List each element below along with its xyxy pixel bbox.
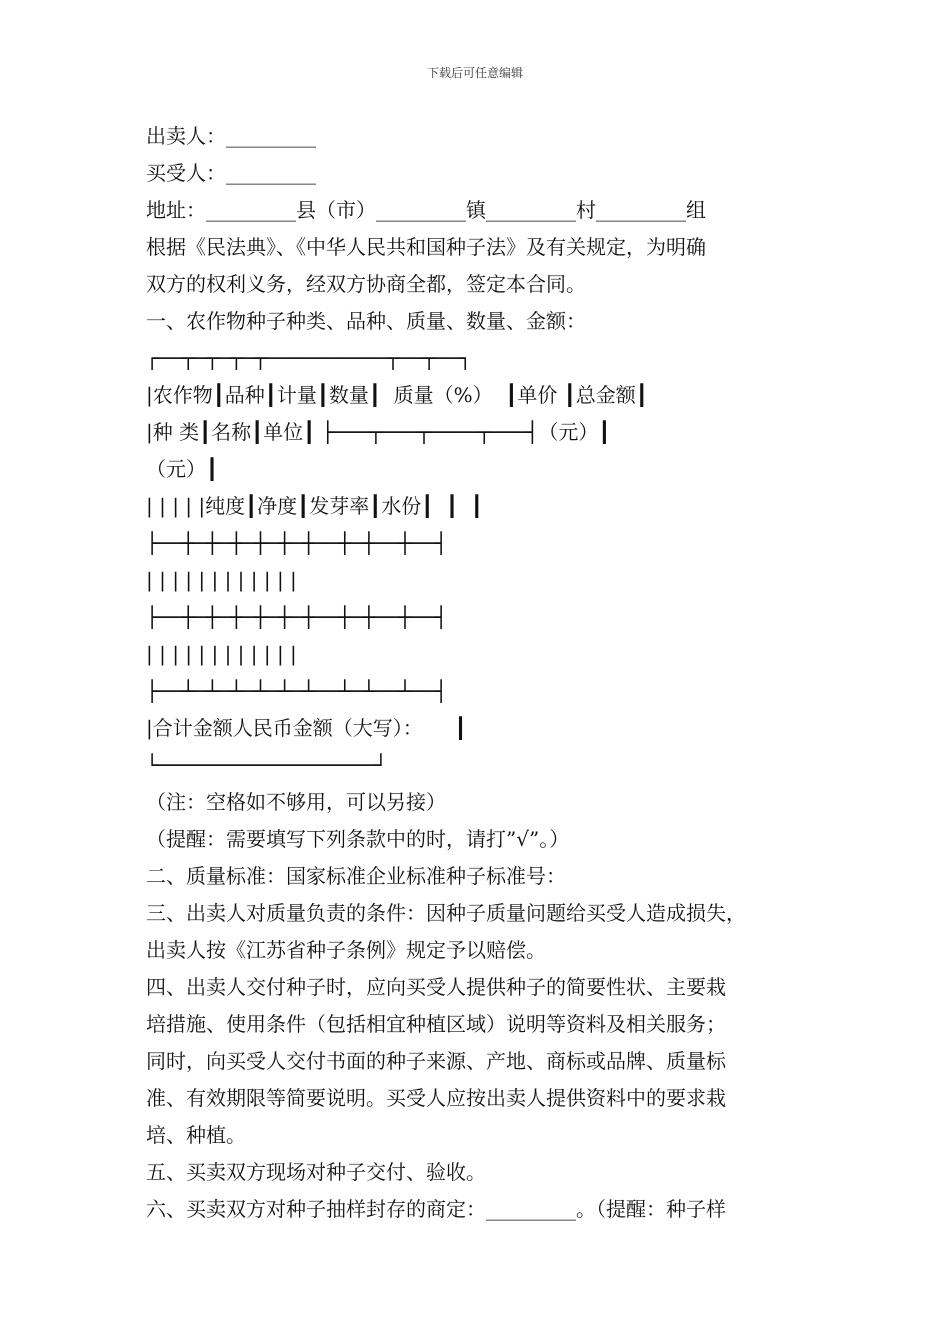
table-total-row: |合计金额人民币金额（大写）： ┃ (146, 716, 467, 740)
preamble-line-1: 根据《民法典》、《中华人民共和国种子法》及有关规定，为明确 (146, 235, 706, 259)
section-4-line-5: 培、种植。 (146, 1123, 246, 1147)
table-divider-1: ├──┼─┼─┼─┼─┼─┼──┼─┼──┼──┤ (146, 531, 448, 555)
contract-body (146, 118, 826, 1228)
table-row-2: | | | | | | | | | | | | (146, 642, 297, 666)
note-line: （注：空格如不够用，可以另接） (146, 790, 446, 814)
section-1-heading: 一、农作物种子种类、品种、质量、数量、金额： (146, 309, 586, 333)
table-header-row-2: |种 类┃名称┃单位┃ ├───┬───┬────┬───┤（元）┃ (146, 420, 611, 444)
section-6-line: 六、买卖双方对种子抽样封存的商定：_________。（提醒：种子样 (146, 1197, 726, 1221)
buyer-line: 买受人：_________ (146, 161, 316, 185)
table-divider-2: ├──┼─┼─┼─┼─┼─┼──┼─┼──┼──┤ (146, 605, 448, 629)
header-note: 下载后可任意编辑 (426, 66, 523, 80)
section-3-line-2: 出卖人按《江苏省种子条例》规定予以赔偿。 (146, 938, 546, 962)
table-header-row-3: | | | | |纯度┃净度┃发芽率┃水份┃ ┃ ┃ (146, 494, 483, 518)
section-3-line-1: 三、出卖人对质量负责的条件：因种子质量问题给买受人造成损失， (146, 901, 746, 925)
section-4-line-4: 准、有效期限等简要说明。买受人应按出卖人提供资料中的要求栽 (146, 1086, 726, 1110)
section-4-line-3: 同时，向买受人交付书面的种子来源、产地、商标或品牌、质量标 (146, 1049, 726, 1073)
reminder-line: （提醒：需要填写下列条款中的时，请打”√”。） (146, 827, 570, 851)
table-divider-3: ├──┴─┴─┴─┴─┴─┴──┴─┴──┴──┤ (146, 679, 448, 703)
section-4-line-2: 培措施、使用条件（包括相宜种植区域）说明等资料及相关服务； (146, 1012, 726, 1036)
table-top-border: ┌──┬─┬─┬─┬──────────┬──┬──┐ (146, 346, 472, 370)
table-row-1: | | | | | | | | | | | | (146, 568, 297, 592)
section-2-line: 二、质量标准：国家标准企业标准种子标准号： (146, 864, 566, 888)
section-4-line-1: 四、出卖人交付种子时，应向买受人提供种子的简要性状、主要栽 (146, 975, 726, 999)
table-header-row-1: |农作物┃品种┃计量┃数量┃ 质量（%） ┃单价 ┃总金额┃ (146, 383, 648, 407)
table-header-row-2-wrap: （元）┃ (146, 457, 219, 481)
section-5-line: 五、买卖双方现场对种子交付、验收。 (146, 1160, 486, 1184)
table-bottom-border: └──────────────────┘ (146, 753, 387, 777)
address-line: 地址：_________县（市）_________镇_________村_________组 (146, 198, 706, 222)
preamble-line-2: 双方的权利义务，经双方协商全都，签定本合同。 (146, 272, 586, 296)
seller-line: 出卖人：_________ (146, 124, 316, 148)
